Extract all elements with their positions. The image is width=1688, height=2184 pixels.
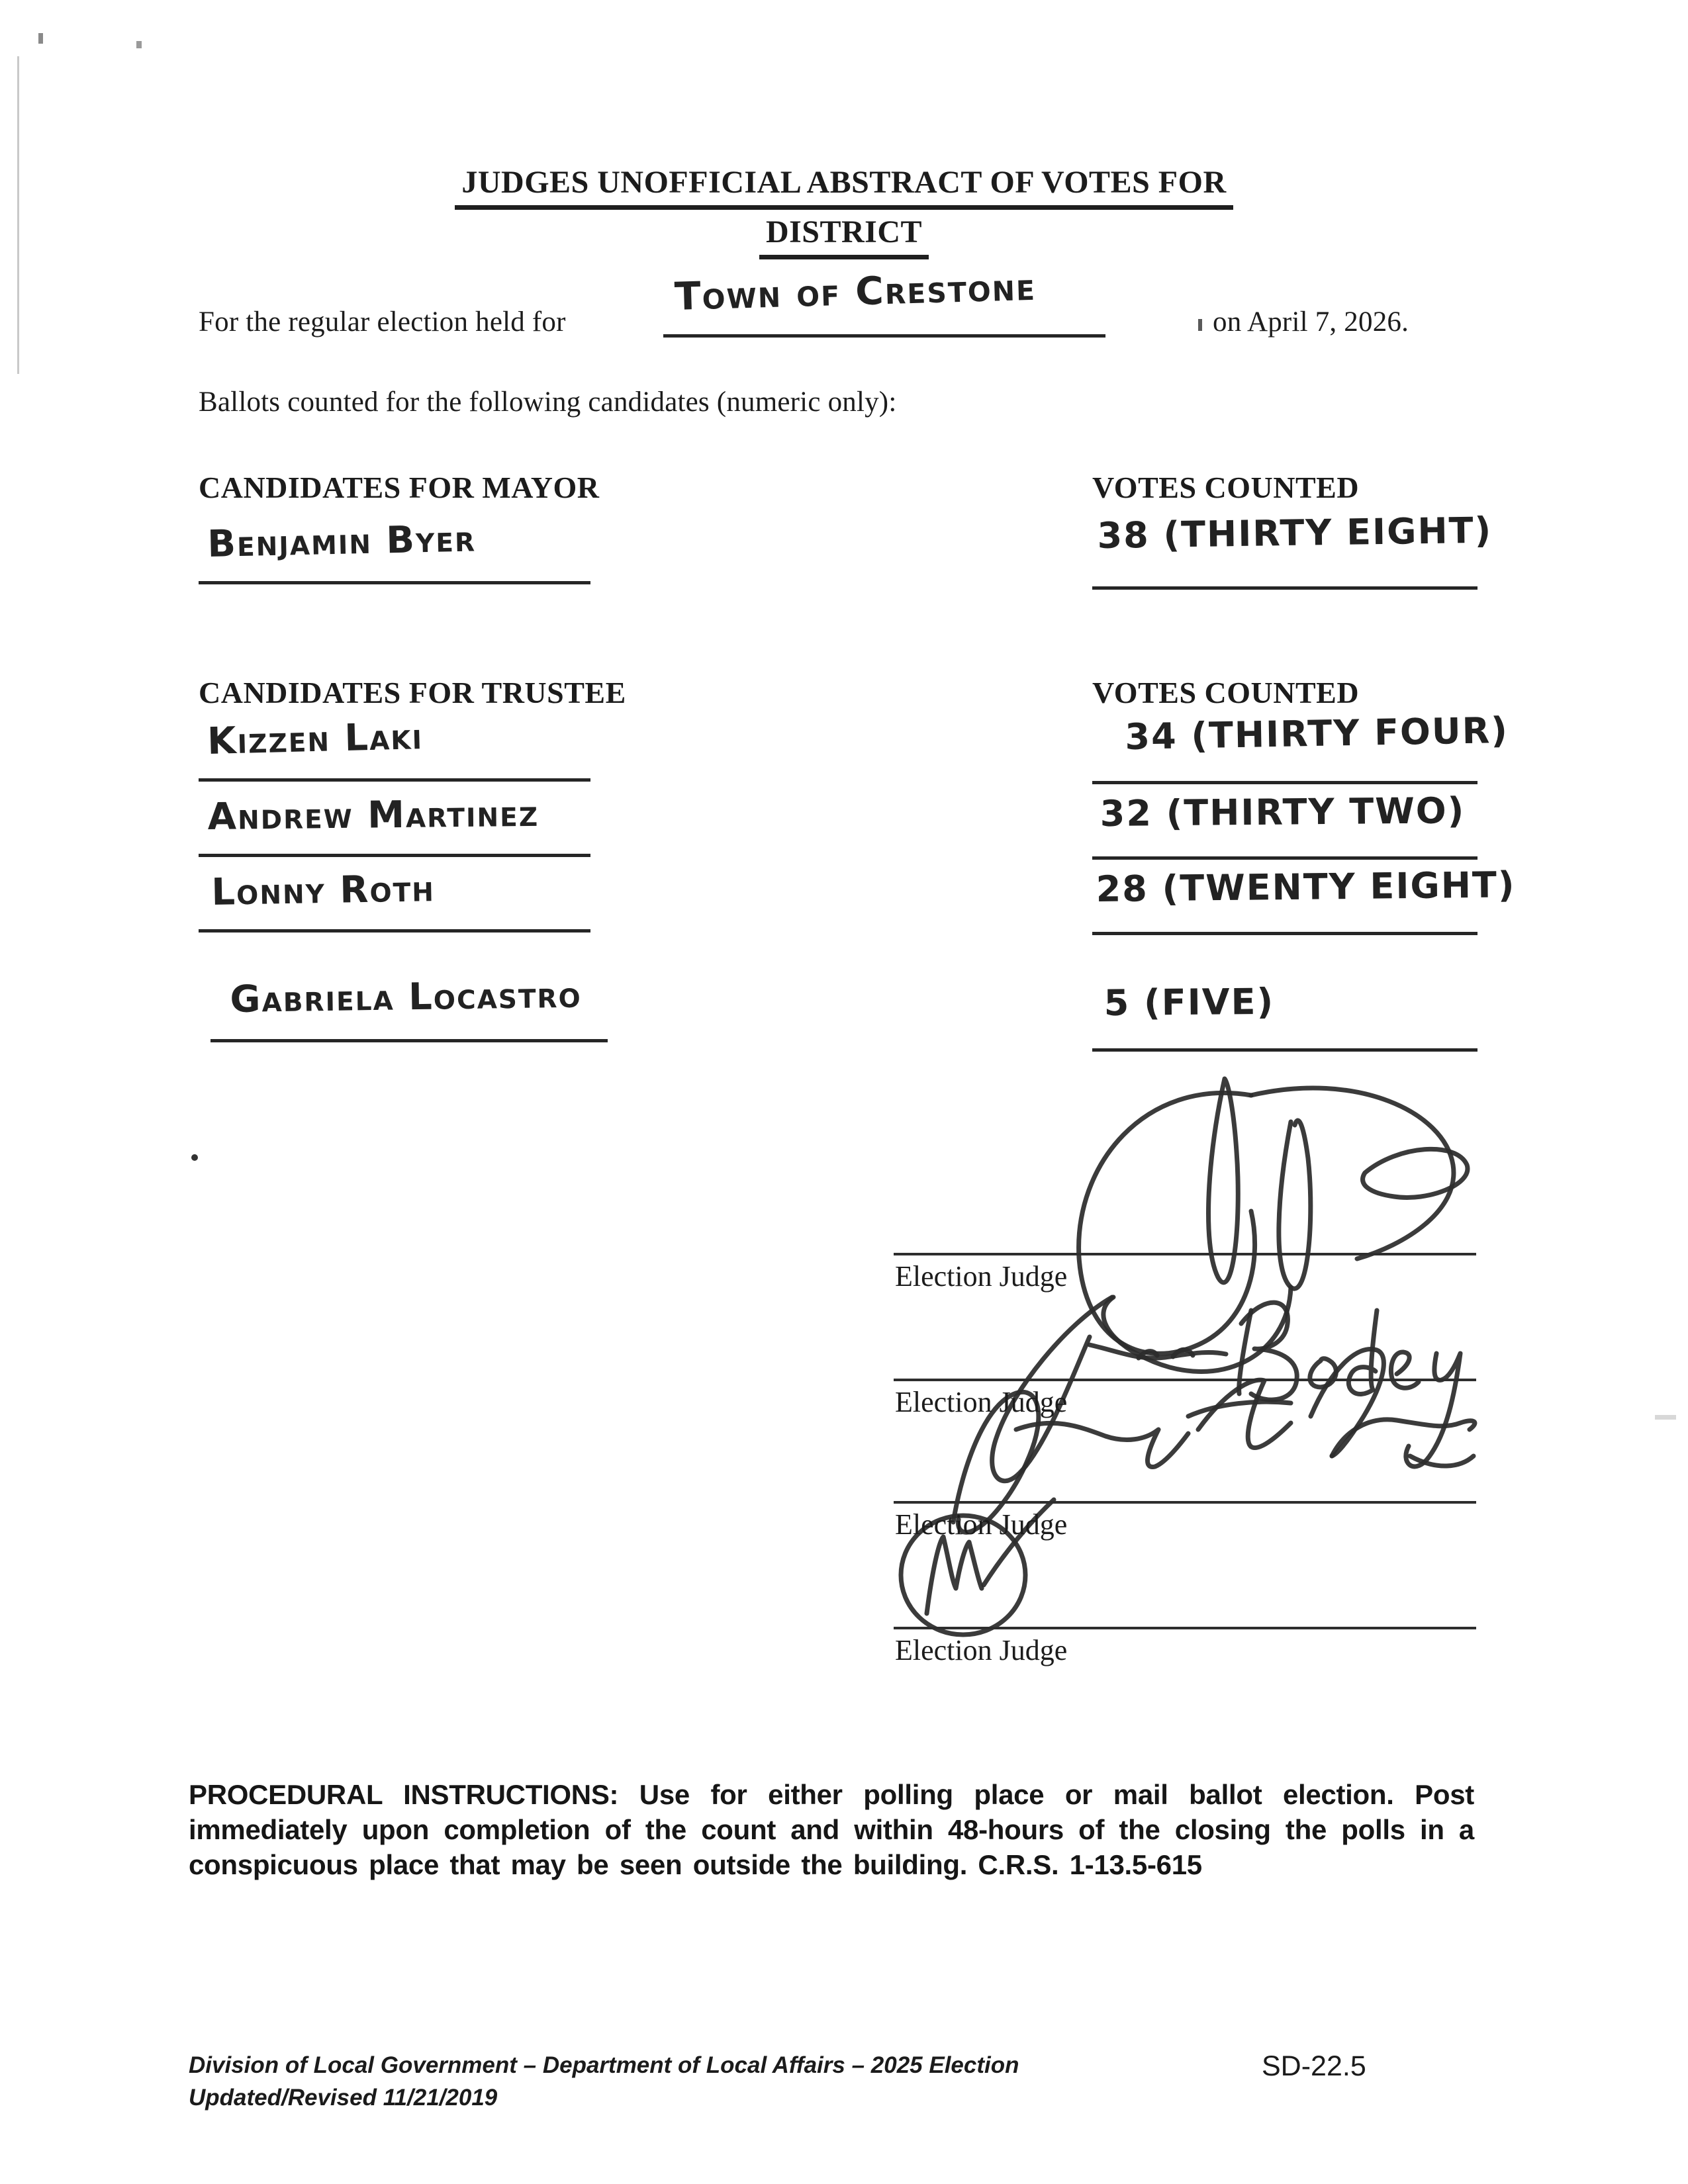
mayor-candidates-header: CANDIDATES FOR MAYOR — [199, 471, 600, 504]
trustee-candidate-handwritten: Kizzen Laki — [207, 715, 424, 763]
procedural-instructions: PROCEDURAL INSTRUCTIONS: Use for either polling place or mail ballot election. Post immediately upon completion of the count and within 48-hours of the closing the polls in a conspicuous place that may be seen outside the building. C.R.S. 1-13.5-615 — [189, 1779, 1474, 1880]
footer-line-2: Updated/Revised 11/21/2019 — [189, 2085, 498, 2111]
footer-line-1: Division of Local Government – Department of Local Affairs – 2025 Election — [189, 2052, 1019, 2078]
judge-signature-line — [894, 1501, 1476, 1504]
judge-signature-label: Election Judge — [895, 1386, 1068, 1418]
footer-attribution — [189, 2049, 1221, 2114]
trustee-votes-header: VOTES COUNTED — [1092, 676, 1360, 709]
election-judge-signature-1 — [1079, 1079, 1468, 1371]
trustee-votes-handwritten: 34 (THIRTY FOUR) — [1124, 709, 1509, 758]
mayor-candidate-handwritten: Benjamin Byer — [207, 517, 477, 566]
judge-signature-line — [894, 1379, 1476, 1381]
judge-signature-label: Election Judge — [895, 1508, 1068, 1541]
mayor-votes-handwritten: 38 (THIRTY EIGHT) — [1097, 509, 1493, 557]
jurisdiction-blank-line — [663, 334, 1105, 338]
trustee-candidate-line — [199, 929, 590, 933]
trustee-candidate-handwritten: Gabriela Locastro — [230, 973, 583, 1021]
election-date-text: on April 7, 2026. — [1213, 306, 1409, 338]
election-judge-signatures — [827, 1059, 1529, 1681]
election-statement-prefix: For the regular election held for — [199, 306, 566, 338]
scan-artifact — [191, 1154, 198, 1161]
trustee-candidates-header: CANDIDATES FOR TRUSTEE — [199, 676, 626, 709]
title-line-1: JUDGES UNOFFICIAL ABSTRACT OF VOTES FOR — [455, 167, 1233, 210]
trustee-votes-line — [1092, 856, 1477, 860]
trustee-candidate-line — [199, 778, 590, 782]
trustee-votes-line — [1092, 1048, 1477, 1052]
trustee-votes-handwritten: 32 (THIRTY TWO) — [1100, 790, 1466, 835]
trustee-votes-handwritten: 28 (TWENTY EIGHT) — [1096, 864, 1516, 910]
judge-signature-line — [894, 1253, 1476, 1255]
mayor-candidate-line — [199, 581, 590, 584]
judge-signature-label: Election Judge — [895, 1260, 1068, 1293]
trustee-candidate-line — [199, 854, 590, 857]
title-line-2: DISTRICT — [759, 216, 929, 259]
trustee-votes-line — [1092, 781, 1477, 784]
trustee-votes-line — [1092, 932, 1477, 935]
scan-artifact — [1655, 1415, 1676, 1420]
mayor-votes-header: VOTES COUNTED — [1092, 471, 1360, 504]
trustee-votes-handwritten: 5 (FIVE) — [1103, 980, 1275, 1024]
mayor-votes-line — [1092, 586, 1477, 590]
judge-signature-label: Election Judge — [895, 1634, 1068, 1666]
form-code: SD-22.5 — [1262, 2050, 1366, 2082]
trustee-candidate-handwritten: Lonny Roth — [211, 867, 436, 914]
scan-artifact — [1198, 319, 1202, 331]
judge-signature-line — [894, 1627, 1476, 1629]
trustee-candidate-line — [211, 1039, 608, 1042]
document-title — [0, 167, 1688, 259]
scan-artifact — [136, 41, 142, 48]
jurisdiction-handwritten-entry: Town of Crestone — [674, 263, 1037, 319]
scan-artifact — [38, 33, 43, 44]
trustee-candidate-handwritten: Andrew Martinez — [207, 792, 539, 839]
ballots-counted-line: Ballots counted for the following candidates (numeric only): — [199, 387, 897, 418]
